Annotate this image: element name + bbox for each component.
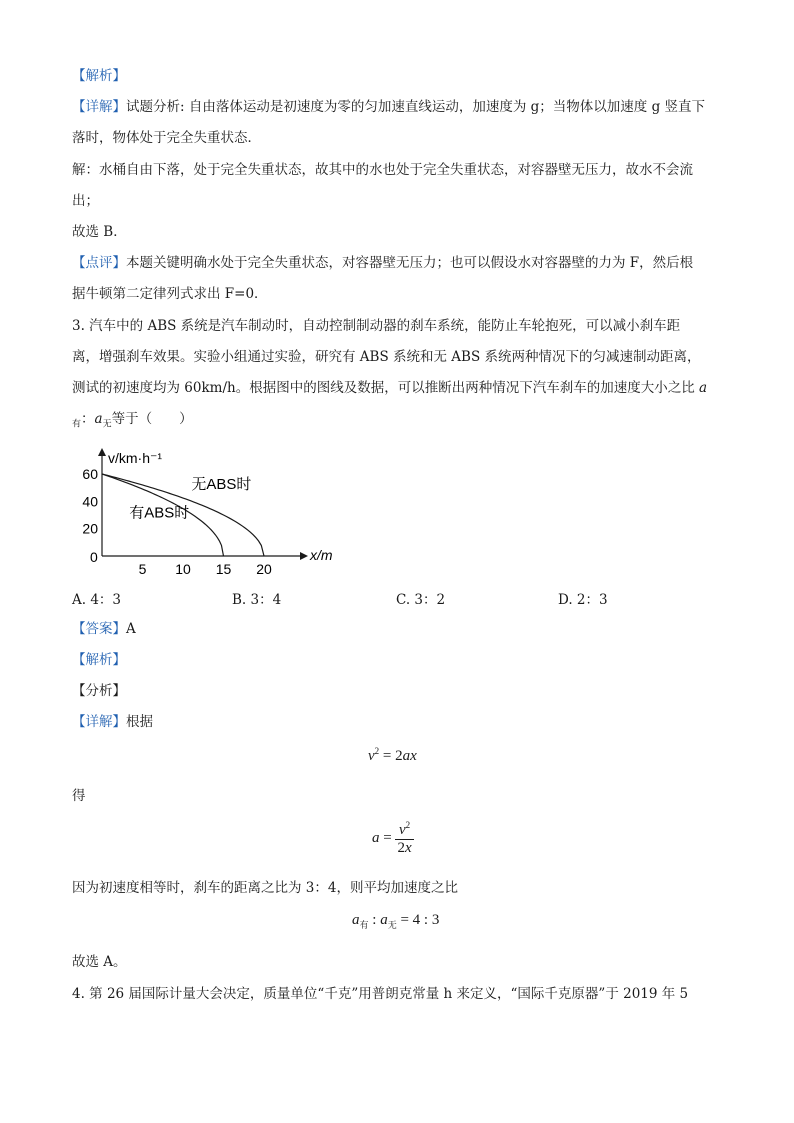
eq-v: v (368, 748, 375, 764)
x-tick-label: 10 (175, 561, 191, 574)
curve-label: 有ABS时 (129, 504, 190, 522)
text-line: 出； (72, 193, 99, 209)
eq-rhs: = 2 (379, 748, 403, 764)
tag-answer: 【答案】 (72, 621, 126, 637)
text: 测试的初速度均为 60km/h。根据图中的图线及数据，可以推断出两种情况下汽车刹车的加速度大小之比 (72, 380, 695, 396)
text-line (72, 253, 693, 273)
eq-colon: : (368, 912, 381, 928)
question-3-line (72, 378, 707, 398)
eq-sub: 无 (387, 920, 397, 930)
y-tick-label: 20 (82, 520, 98, 537)
tag-xiangjie: 【详解】 (72, 99, 126, 115)
symbol-a: a (699, 380, 708, 396)
x-tick-label: 20 (256, 561, 272, 574)
text: 试题分析: 自由落体运动是初速度为零的匀加速直线运动，加速度为 g；当物体以加速度 g 竖直下 (126, 99, 705, 115)
x-tick-label: 15 (215, 561, 232, 574)
text-line: 落时，物体处于完全失重状态． (72, 130, 261, 146)
eq-equals: = (379, 829, 396, 846)
text-line (72, 97, 705, 117)
x-axis-arrow (300, 552, 308, 560)
eq-a: a (380, 912, 388, 928)
x-tick-label: 5 (138, 561, 147, 574)
eq-rhs: = 4 : 3 (396, 912, 440, 928)
equation-1 (368, 746, 417, 765)
x-axis-label: x/m (310, 547, 333, 563)
eq-a: a (352, 912, 360, 928)
origin-label: 0 (90, 549, 98, 565)
answer-line (72, 619, 136, 639)
xiangjie-line (72, 712, 153, 732)
text: 等于（ ） (111, 411, 193, 427)
answer-value: A (126, 621, 136, 637)
text-line: 据牛顿第二定律列式求出 F=0． (72, 286, 268, 302)
option-c[interactable]: C. 3：2 (396, 592, 446, 608)
eq-sup: 2 (374, 746, 380, 756)
question-3-line (72, 409, 193, 435)
symbol-a: a (94, 411, 103, 427)
eq-ax: ax (402, 748, 417, 764)
equation-2 (372, 820, 414, 857)
curve-label: 无ABS时 (191, 476, 252, 494)
numerator (395, 820, 413, 840)
text-line: 得 (72, 788, 86, 804)
eq-sup: 2 (405, 820, 411, 830)
text-line: 因为初速度相等时，刹车的距离之比为 3：4，则平均加速度之比 (72, 880, 458, 896)
y-axis-label: v/km·h⁻¹ (108, 450, 163, 466)
y-axis-arrow (98, 448, 106, 456)
tag-xiangjie: 【详解】 (72, 714, 126, 730)
text: 根据 (126, 714, 153, 730)
option-b[interactable]: B. 3：4 (232, 592, 282, 608)
text-line: 故选 A。 (72, 954, 127, 970)
eq-a: a (372, 829, 380, 846)
eq-x: x (404, 840, 412, 856)
tag-jiexi: 【解析】 (72, 652, 126, 668)
eq-v: v (398, 822, 406, 838)
question-3-line: 3. 汽车中的 ABS 系统是汽车制动时，自动控制制动器的刹车系统，能防止车轮抱死，可以减小刹车距 (72, 318, 681, 334)
equation-3 (352, 912, 439, 931)
y-tick-label: 40 (82, 493, 98, 510)
text-line: 故选 B． (72, 224, 127, 240)
section-label-jiexi: 【解析】 (72, 68, 126, 84)
y-tick-label: 60 (82, 465, 98, 482)
tag-fenxi: 【分析】 (72, 683, 126, 699)
subscript: 有 (72, 419, 82, 430)
eq-two: 2 (397, 840, 405, 856)
option-a[interactable]: A. 4：3 (72, 592, 122, 608)
denominator (395, 840, 413, 857)
colon: ： (81, 411, 95, 427)
velocity-distance-graph (70, 446, 370, 574)
question-4-line: 4. 第 26 届国际计量大会决定，质量单位“千克”用普朗克常量 h 来定义，“国际千克原器”于 2019 年 5 (72, 986, 689, 1002)
fraction (395, 820, 413, 857)
subscript: 无 (102, 419, 112, 430)
tag-dianping: 【点评】 (72, 255, 126, 271)
eq-sub: 有 (359, 920, 369, 930)
text-line: 解：水桶自由下落，处于完全失重状态，故其中的水也处于完全失重状态，对容器壁无压力，故水不会流 (72, 162, 693, 178)
option-d[interactable]: D. 2：3 (558, 592, 608, 608)
question-3-line: 离，增强刹车效果。实验小组通过实验，研究有 ABS 系统和无 ABS 系统两种情况下的匀减速制动距离， (72, 349, 701, 365)
text: 本题关键明确水处于完全失重状态，对容器壁无压力；也可以假设水对容器壁的力为 F，然后根 (126, 255, 694, 271)
